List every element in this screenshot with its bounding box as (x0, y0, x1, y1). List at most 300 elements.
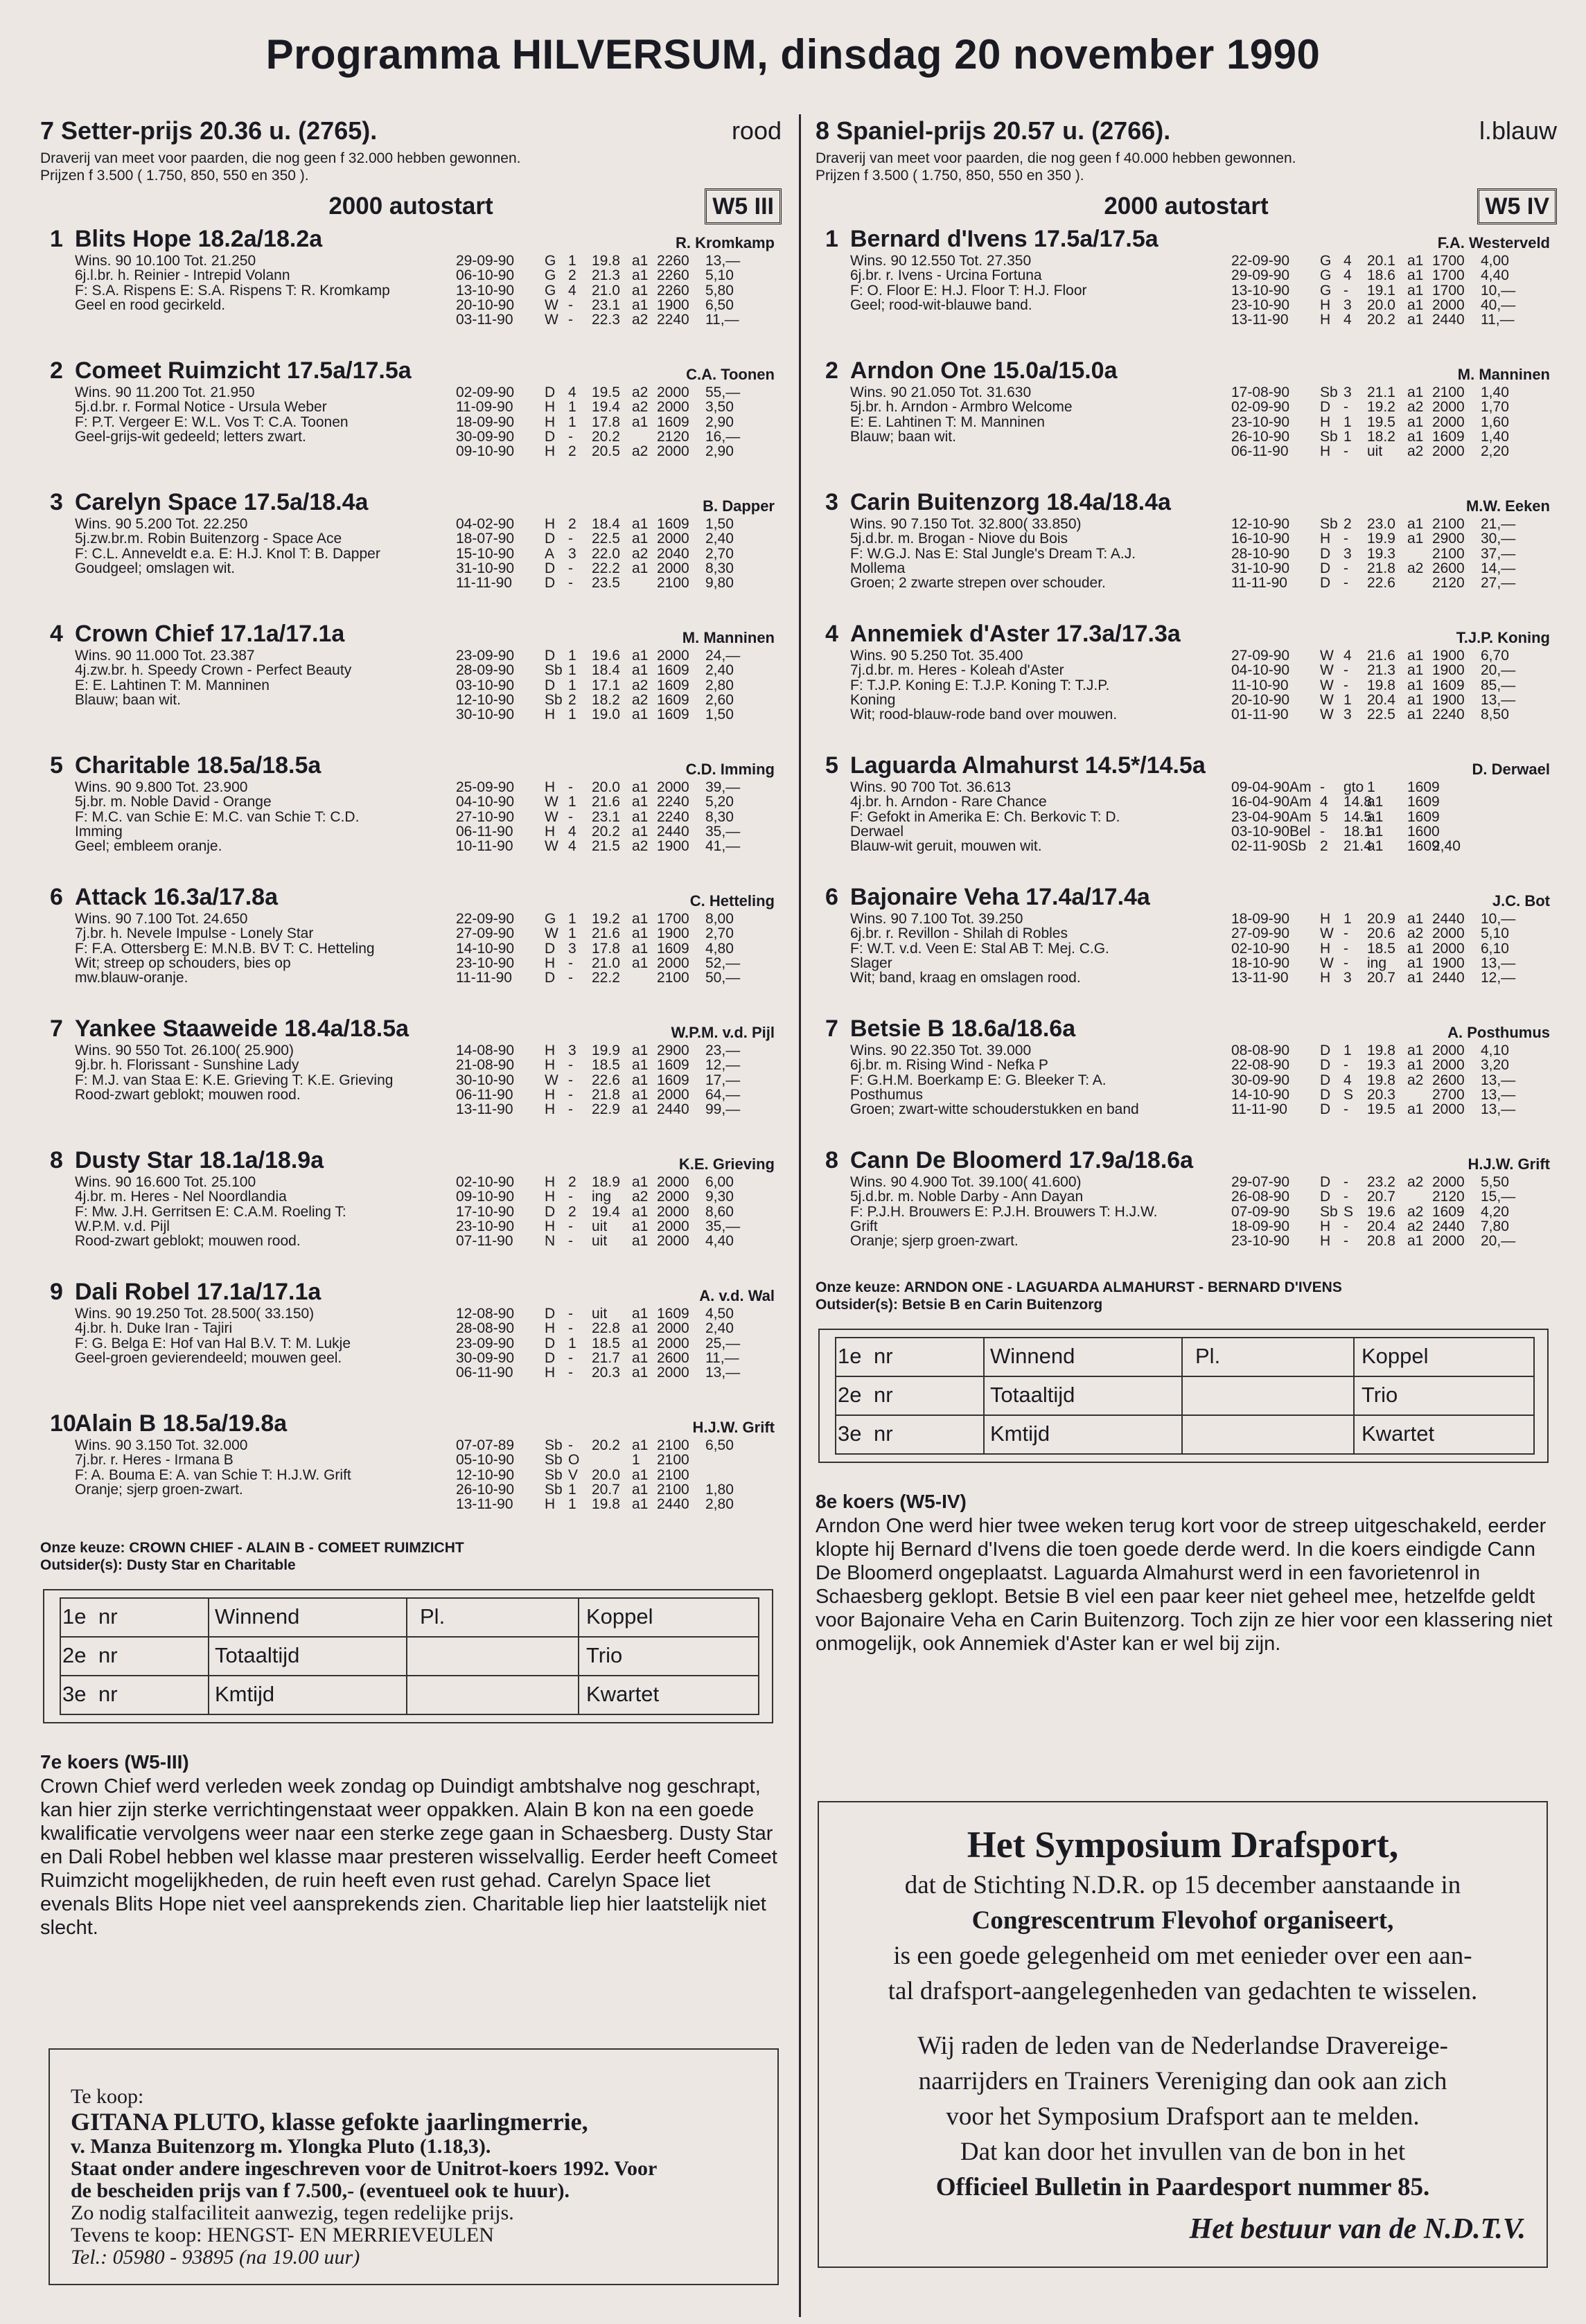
result-row (1231, 1102, 1550, 1117)
result-cell: 16-10-90 (1231, 531, 1290, 547)
result-cell: 1609 (657, 707, 689, 723)
bet-pl: Pl. (1195, 1344, 1221, 1368)
result-cell: A (545, 545, 555, 562)
result-cell: 5,10 (705, 267, 734, 284)
result-cell: 1900 (657, 296, 689, 313)
our-choice: Onze keuze: CROWN CHIEF - ALAIN B - COMEET RUIMZICHT (40, 1540, 464, 1556)
result-cell: 2,70 (705, 545, 734, 562)
result-cell: H (545, 1057, 556, 1074)
horse-trainer: R. Kromkamp (675, 234, 775, 251)
result-cell: 1609 (1407, 838, 1440, 855)
result-cell: 20.7 (1367, 1189, 1395, 1205)
result-cell: - (1343, 955, 1348, 971)
result-cell: a1 (1407, 312, 1424, 328)
result-cell: 07-07-89 (456, 1437, 515, 1453)
horse-results (456, 1306, 775, 1380)
bet-grid-line (1533, 1337, 1535, 1455)
result-cell: W (1320, 677, 1334, 693)
result-cell: 1 (1343, 414, 1352, 430)
result-row (456, 1088, 775, 1102)
result-cell: 19.4 (592, 399, 620, 416)
result-row (1231, 576, 1550, 590)
result-cell: 2000 (1432, 1233, 1465, 1250)
result-cell: 17.8 (592, 414, 620, 430)
result-cell: 12-10-90 (1231, 516, 1290, 532)
bet-grid-line (60, 1597, 759, 1599)
result-cell: 18.2 (592, 691, 620, 708)
result-cell (705, 1453, 754, 1467)
result-cell: 1 (568, 1481, 576, 1498)
result-cell: 1 (1343, 1043, 1352, 1058)
horse-entry (40, 355, 782, 486)
result-cell: 19.8 (1367, 677, 1395, 693)
result-cell: 23-09-90 (456, 1335, 515, 1351)
result-cell: - (568, 531, 573, 547)
result-cell (632, 576, 657, 590)
our-choice: Onze keuze: ARNDON ONE - LAGUARDA ALMAHURST - BERNARD D'IVENS (816, 1279, 1342, 1295)
result-cell: 2000 (657, 384, 689, 400)
result-cell: 22.2 (592, 970, 620, 986)
result-cell: 19.2 (1367, 399, 1395, 416)
result-cell: H (545, 1496, 556, 1513)
result-cell: 1700 (1432, 253, 1465, 269)
horse-info-line: F: Mw. J.H. Gerritsen E: C.A.M. Roeling T: (75, 1203, 346, 1220)
result-cell: 1 (568, 707, 576, 723)
result-cell: 5,80 (705, 282, 734, 299)
horse-info-line: Wins. 90 550 Tot. 26.100( 25.900) (75, 1043, 294, 1058)
result-cell: 3,50 (705, 399, 734, 416)
result-cell: 19.8 (592, 253, 620, 269)
result-cell: a2 (632, 384, 649, 400)
horse-entry (816, 486, 1557, 618)
horse-info-line: Wins. 90 3.150 Tot. 32.000 (75, 1437, 248, 1453)
result-cell: 85,— (1481, 677, 1516, 693)
symposium-ad-line: Officieel Bulletin in Paardesport nummer 85. (935, 2173, 1430, 2201)
betting-form (818, 1329, 1549, 1463)
result-cell: 2440 (1432, 911, 1465, 927)
result-row (1231, 1073, 1550, 1088)
horse-number: 7 (50, 1015, 63, 1042)
result-cell: a1 (632, 794, 649, 810)
result-row (1231, 1189, 1550, 1204)
result-cell: 1609 (1407, 808, 1440, 825)
result-cell: 13,— (1481, 1072, 1516, 1088)
result-row (456, 283, 775, 298)
result-cell: 21.6 (592, 925, 620, 942)
result-cell: 23.5 (592, 575, 620, 592)
bet-grid-line (60, 1597, 61, 1715)
bet-type: Totaaltijd (990, 1383, 1075, 1407)
result-row (1231, 678, 1550, 693)
result-cell: 2000 (657, 779, 689, 795)
result-cell: 11-11-90 (1231, 1101, 1287, 1118)
result-cell (1407, 1189, 1432, 1204)
horse-name: Dusty Star 18.1a/18.9a (75, 1147, 324, 1173)
result-cell: a1 (632, 911, 649, 927)
result-cell: 06-11-90 (456, 1365, 513, 1381)
result-cell: 1 (568, 1335, 576, 1351)
horse-info-line: 7j.br. r. Heres - Irmana B (75, 1452, 234, 1469)
result-cell: 14-10-90 (1231, 1086, 1290, 1103)
result-cell: 17,— (705, 1072, 741, 1088)
horse-number: 5 (825, 752, 838, 779)
result-cell: 11,— (1481, 312, 1515, 328)
bet-grid-line (60, 1675, 759, 1676)
result-cell: 2100 (1432, 516, 1465, 532)
result-cell: 2600 (657, 1349, 689, 1366)
result-cell: 10-11-90 (456, 838, 513, 855)
result-cell: a1 (632, 823, 649, 840)
result-cell: uit (592, 1233, 608, 1250)
horse-name: Betsie B 18.6a/18.6a (850, 1015, 1076, 1042)
result-cell: a1 (632, 1466, 649, 1483)
horse-info-line: 5j.br. m. Noble David - Orange (75, 794, 272, 810)
result-cell: 21.8 (1367, 560, 1395, 576)
result-cell: 2000 (657, 1335, 689, 1351)
horse-trainer: J.C. Bot (1492, 892, 1550, 910)
horse-info-line: Groen; zwart-witte schouderstukken en band (850, 1101, 1139, 1118)
sale-ad-line: v. Manza Buitenzorg m. Ylongka Pluto (1.18,3). (71, 2135, 491, 2158)
result-cell: 2000 (657, 560, 689, 576)
result-cell: a1 (1407, 267, 1424, 284)
result-row (1231, 1058, 1550, 1072)
result-cell: H (1320, 312, 1331, 328)
result-cell: - (568, 1057, 573, 1074)
symposium-ad-line (819, 2009, 1547, 2028)
result-cell: 1609 (657, 691, 689, 708)
horse-trainer: H.J.W. Grift (1468, 1155, 1550, 1173)
bet-place: 3e (838, 1421, 862, 1446)
result-cell: 2,80 (705, 1496, 734, 1513)
result-cell: 30-09-90 (456, 1349, 515, 1366)
result-cell: - (568, 1437, 573, 1453)
horse-info-line: Geel; embleem oranje. (75, 838, 222, 855)
bet-type: Winnend (990, 1344, 1075, 1368)
result-cell: 2240 (1432, 707, 1465, 723)
result-cell: 13-11-90 (1231, 312, 1289, 328)
result-cell: D (545, 1349, 556, 1366)
bet-combo: Koppel (1362, 1344, 1429, 1368)
result-cell: 1900 (1432, 955, 1465, 971)
result-row (1231, 444, 1550, 459)
result-cell: a1 (1407, 282, 1424, 299)
result-cell (1432, 810, 1481, 824)
horse-info-line: F: O. Floor E: H.J. Floor T: H.J. Floor (850, 282, 1087, 299)
result-cell: D (1320, 1189, 1331, 1205)
result-cell (705, 1468, 754, 1482)
result-cell: 8,60 (705, 1203, 734, 1220)
result-cell: 02-10-90 (456, 1174, 515, 1190)
result-cell: 37,— (1481, 545, 1516, 562)
horse-trainer: M. Manninen (1457, 366, 1550, 383)
horse-number: 5 (50, 752, 63, 779)
result-cell: 23-10-90 (456, 1218, 515, 1234)
horse-info (850, 1043, 1266, 1117)
result-cell (1481, 795, 1529, 809)
race-class-tag: W5 IV (1477, 188, 1557, 224)
result-cell: 22.0 (592, 545, 620, 562)
result-row (456, 576, 775, 590)
result-cell: S (1343, 1203, 1354, 1220)
result-cell: V (568, 1466, 579, 1483)
result-cell: H (545, 779, 556, 795)
result-cell: Sb (545, 691, 563, 708)
horse-results (1231, 517, 1550, 590)
horse-info-line: F: T.J.P. Koning E: T.J.P. Koning T: T.J.P. (850, 677, 1110, 693)
result-cell: a1 (632, 940, 649, 957)
race-report-title: 8e koers (W5-IV) (816, 1491, 967, 1512)
result-cell: a1 (1407, 1101, 1424, 1118)
result-cell: 2100 (1432, 545, 1465, 562)
bet-grid-line (835, 1414, 1535, 1416)
result-cell: H (545, 399, 556, 416)
result-cell: a1 (1407, 662, 1424, 679)
horse-info (75, 780, 491, 853)
result-cell: 2000 (1432, 1057, 1465, 1074)
result-cell (632, 970, 657, 985)
result-cell: a1 (632, 414, 649, 430)
result-cell: 1700 (657, 911, 689, 927)
bet-place: 2e (62, 1643, 87, 1667)
result-cell: H (1320, 911, 1331, 927)
result-cell: 2000 (1432, 1043, 1465, 1058)
result-cell: 20.2 (1367, 312, 1395, 328)
horse-info-line: 5j.zw.br.m. Robin Buitenzorg - Space Ace (75, 531, 342, 547)
result-cell: 19.8 (1367, 1043, 1395, 1058)
result-cell: - (1343, 1218, 1348, 1234)
result-row (456, 1073, 775, 1088)
horse-entry (816, 1144, 1557, 1276)
result-cell: 28-10-90 (1231, 545, 1290, 562)
result-cell: 2000 (1432, 443, 1465, 460)
result-cell (592, 1453, 632, 1467)
horse-name: Laguarda Almahurst 14.5*/14.5a (850, 752, 1206, 779)
result-cell: a1 (632, 1086, 649, 1103)
result-cell: 23.2 (1367, 1174, 1395, 1190)
result-row (456, 268, 775, 283)
result-cell: 11,— (705, 312, 739, 328)
bet-grid-line (835, 1376, 1535, 1377)
result-cell: 2600 (1432, 1072, 1465, 1088)
result-cell: - (1343, 1101, 1348, 1118)
result-cell: a2 (1407, 1218, 1424, 1234)
horse-info-line: F: Gefokt in Amerika E: Ch. Berkovic T: D. (850, 808, 1120, 825)
result-cell: H (545, 823, 556, 840)
result-cell: - (1343, 531, 1348, 547)
result-cell: 02-09-90 (456, 384, 515, 400)
result-cell: 11-11-90 (1231, 575, 1287, 592)
horse-info-line: Wins. 90 22.350 Tot. 39.000 (850, 1043, 1032, 1058)
result-row (1231, 780, 1550, 795)
result-row (456, 1234, 775, 1248)
result-row (456, 1365, 775, 1380)
result-cell: 1,80 (705, 1481, 734, 1498)
horse-info-line: Wins. 90 12.550 Tot. 27.350 (850, 253, 1032, 269)
result-cell: 23-10-90 (1231, 414, 1290, 430)
horse-info (75, 1175, 491, 1248)
horse-info-line: Koning (850, 691, 896, 708)
result-cell: 18.5 (1367, 940, 1395, 957)
result-cell: 23.0 (1367, 516, 1395, 532)
horse-info-line: Wins. 90 700 Tot. 36.613 (850, 779, 1011, 795)
result-cell: - (568, 560, 573, 576)
horse-results (456, 1175, 775, 1248)
result-cell: - (1320, 779, 1325, 795)
horse-info-line: 4j.br. m. Heres - Nel Noordlandia (75, 1189, 287, 1205)
result-row (1231, 693, 1550, 707)
result-cell: 1609 (1432, 428, 1465, 445)
result-cell: 09-04-90Am (1231, 779, 1312, 795)
horse-results (1231, 385, 1550, 459)
bet-nr: nr (874, 1383, 893, 1407)
result-cell: 02-11-90Sb (1231, 838, 1307, 855)
horse-info-line: E: E. Lahtinen T: M. Manninen (75, 677, 270, 693)
result-row (456, 1043, 775, 1058)
result-cell: a1 (632, 1057, 649, 1074)
result-cell: D (1320, 545, 1331, 562)
result-cell: uit (592, 1306, 608, 1322)
horse-info (850, 385, 1266, 444)
result-cell: 18.6 (1367, 267, 1395, 284)
result-cell: 28-09-90 (456, 662, 515, 679)
betting-form (43, 1589, 773, 1723)
result-row (456, 1321, 775, 1336)
result-cell: a1 (632, 1349, 649, 1366)
result-cell: 4,10 (1481, 1043, 1509, 1058)
result-cell: 3,20 (1481, 1057, 1509, 1074)
horse-number: 3 (50, 489, 63, 515)
result-row (1231, 839, 1550, 853)
result-cell: 20-10-90 (456, 296, 515, 313)
result-cell: 1609 (1407, 794, 1440, 810)
result-cell: 1,60 (1481, 414, 1509, 430)
horse-info-line: Wins. 90 5.200 Tot. 22.250 (75, 516, 248, 532)
result-cell: 41,— (705, 838, 741, 855)
result-row (456, 707, 775, 722)
horse-info-line: Wins. 90 5.250 Tot. 35.400 (850, 648, 1023, 664)
result-cell: - (1343, 925, 1348, 942)
result-cell: - (568, 970, 573, 986)
result-cell: H (545, 1218, 556, 1234)
result-cell: 14.8 (1343, 794, 1372, 810)
result-cell: - (568, 1086, 573, 1103)
result-cell: a1 (632, 560, 649, 576)
result-cell: a2 (632, 443, 649, 460)
result-cell: S (1343, 1086, 1354, 1103)
horse-trainer: D. Derwael (1472, 761, 1550, 778)
race-report: Arndon One werd hier twee weken terug kort voor de streep uitgeschakeld, eerder klopte hij Bernard d'Ivens die toen goede derde werd. In die koers eindigde Cann De Bloomerd ongeplaatst. Laguarda Almahurst werd in een favorietenrol in Schaesberg geklopt. Betsie B viel een paar keer niet geheel mee, hetzelfde geldt voor Bajonaire Veha en Carin Buitenzorg. Toch zijn ze hier voor een klassering niet onmogelijk, ook Annemiek d'Aster kan er wel bij zijn. (816, 1515, 1553, 1655)
result-cell: 18-09-90 (456, 414, 515, 430)
result-cell: 4 (568, 838, 576, 855)
horse-results (456, 517, 775, 590)
result-cell: D (545, 648, 556, 664)
horse-name: Bajonaire Veha 17.4a/17.4a (850, 884, 1150, 910)
horse-trainer: K.E. Grieving (678, 1155, 775, 1173)
horse-info-line: F: A. Bouma E: A. van Schie T: H.J.W. Grift (75, 1466, 351, 1483)
horse-number: 2 (825, 357, 838, 384)
result-cell: 1900 (1432, 662, 1465, 679)
result-cell: G (545, 282, 556, 299)
horse-name: Annemiek d'Aster 17.3a/17.3a (850, 621, 1181, 647)
horse-results (1231, 1175, 1550, 1248)
horse-number: 6 (825, 884, 838, 910)
horse-entry (40, 1276, 782, 1408)
result-cell: 1900 (1432, 691, 1465, 708)
result-cell: a2 (1407, 399, 1424, 416)
result-cell: 30,— (1481, 531, 1516, 547)
race-report: Crown Chief werd verleden week zondag op Duindigt ambtshalve nog geschrapt, kan hier zijn sterke verrichtingenstaat weer oppakken. Alain B kon na een goede kwalificatie vervolgens weer naar een sterke zege gaan in Schaesberg. Dusty Star en Dali Robel hebben wel klasse maar presteren wisselvallig. Eerder heeft Comeet Ruimzicht mogelijkheden, de ruin heeft even rust gehad. Carelyn Space liet evenals Blits Hope niet veel aansprekends zien. Charitable liep hier laatstelijk niet slecht. (40, 1775, 777, 1939)
result-row (1231, 926, 1550, 941)
result-cell: 6,10 (1481, 940, 1509, 957)
result-cell: G (545, 911, 556, 927)
bet-grid-line (406, 1597, 407, 1715)
result-cell: 52,— (705, 955, 741, 971)
result-cell: W (545, 808, 558, 825)
result-cell: Sb (545, 1466, 563, 1483)
result-cell: 06-11-90 (456, 1086, 513, 1103)
bet-grid-line (835, 1337, 1535, 1338)
result-row (1231, 956, 1550, 970)
result-cell: 2440 (657, 823, 689, 840)
result-cell: 02-09-90 (1231, 399, 1290, 416)
result-cell: 2240 (657, 808, 689, 825)
horse-number: 7 (825, 1015, 838, 1042)
result-cell: 1 (568, 1496, 576, 1513)
horse-results (456, 912, 775, 985)
result-cell: 18-07-90 (456, 531, 515, 547)
result-cell: 2000 (657, 1203, 689, 1220)
result-cell: H (545, 1365, 556, 1381)
horse-results (1231, 648, 1550, 722)
horse-info-line: Blauw; baan wit. (850, 428, 956, 445)
symposium-ad-line: tal drafsport-aangelegenheden van gedachten te wisselen. (888, 1977, 1478, 2005)
horse-info-line: mw.blauw-oranje. (75, 970, 188, 986)
result-cell: a1 (632, 1437, 649, 1453)
result-cell: 35,— (705, 1218, 741, 1234)
result-cell: 10,— (1481, 911, 1516, 927)
result-row (456, 956, 775, 970)
horse-entry (40, 1144, 782, 1276)
result-cell: 22-09-90 (456, 911, 515, 927)
result-cell: 19.2 (592, 911, 620, 927)
result-cell: 13-10-90 (456, 282, 515, 299)
result-cell: W (1320, 925, 1334, 942)
result-cell: a1 (1407, 531, 1424, 547)
bet-combo: Koppel (586, 1604, 653, 1629)
result-cell: 2000 (1432, 414, 1465, 430)
result-cell: 9,30 (705, 1189, 734, 1205)
race-report-title: 7e koers (W5-III) (40, 1751, 189, 1773)
result-cell: 4 (1343, 312, 1352, 328)
result-cell: 2040 (657, 545, 689, 562)
horse-name: Crown Chief 17.1a/17.1a (75, 621, 345, 647)
result-cell: 20.0 (592, 779, 620, 795)
result-row (1231, 547, 1550, 561)
result-cell: 4,00 (1481, 253, 1509, 269)
result-cell: 1609 (657, 516, 689, 532)
result-cell: 99,— (705, 1101, 741, 1118)
result-cell: 16-04-90Am (1231, 794, 1312, 810)
symposium-ad-line: Congrescentrum Flevohof organiseert, (971, 1906, 1394, 1935)
result-cell: 8,00 (705, 911, 734, 927)
horse-info (75, 1043, 491, 1102)
horse-info-line: Geel-groen gevierendeeld; mouwen geel. (75, 1349, 342, 1366)
result-cell: 20,— (1481, 662, 1516, 679)
horse-info (75, 517, 491, 576)
horse-trainer: M. Manninen (682, 629, 775, 646)
result-cell: Sb (1320, 1203, 1338, 1220)
result-cell: a1 (1407, 707, 1424, 723)
